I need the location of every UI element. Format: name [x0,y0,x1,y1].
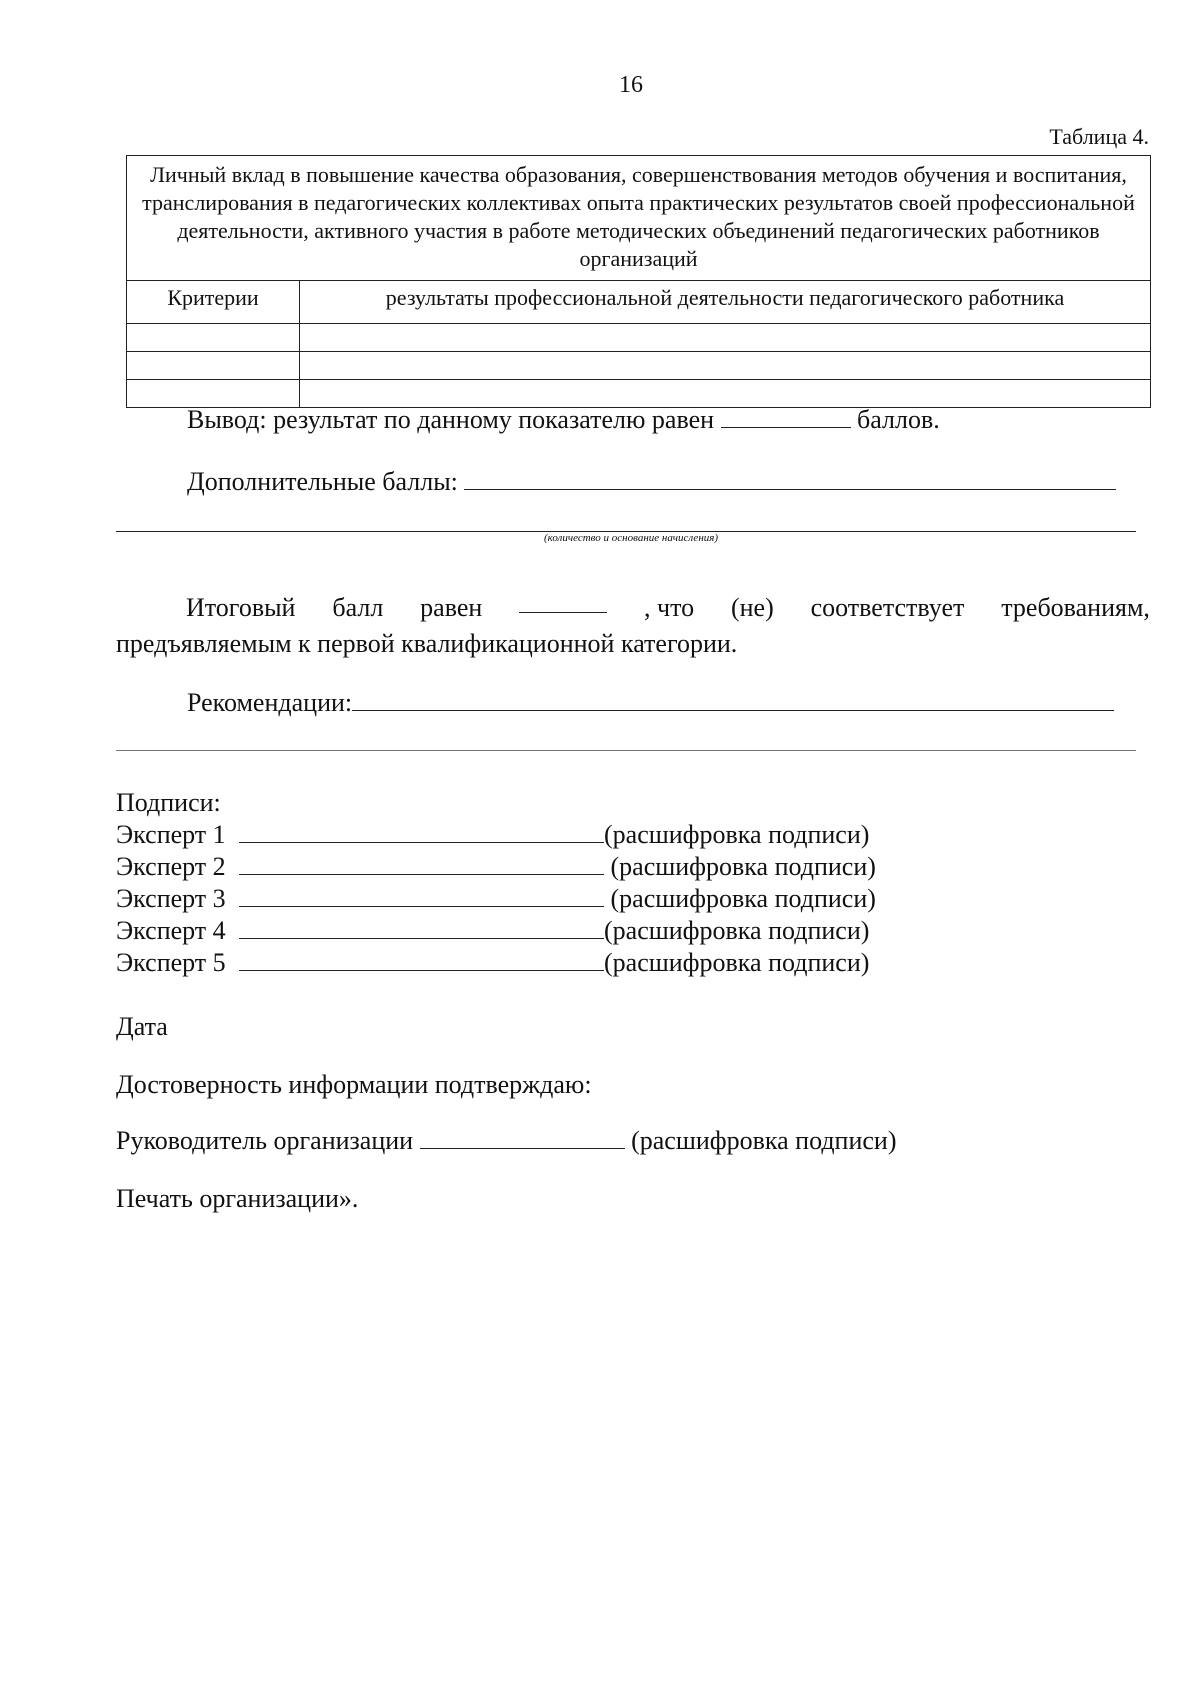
recommendations-rule[interactable] [116,750,1136,751]
recommendations-label: Рекомендации: [187,688,353,717]
expert-signature-row [116,916,869,946]
recommendations-line [187,688,1114,718]
expert-label: Эксперт 3 [116,884,226,913]
final-score-word: (не) [730,593,774,622]
expert-signature-blank[interactable] [239,916,604,939]
final-score-line2: предъявляемым к первой квалификационной категории. [116,629,738,658]
expert-label: Эксперт 2 [116,852,226,881]
assessment-table [126,155,1151,408]
additional-points-blank[interactable] [464,467,1116,490]
table-row [127,324,1151,352]
additional-points-line [187,467,1116,497]
empty-cell[interactable] [300,352,1151,380]
expert-decode: (расшифровка подписи) [604,916,870,945]
additional-points-caption: (количество и основание начисления) [543,532,719,544]
table-row [127,352,1151,380]
final-score-word: соответствует [810,593,965,622]
expert-decode: (расшифровка подписи) [610,852,876,881]
stamp-text: Печать организации». [116,1184,359,1213]
empty-cell[interactable] [300,380,1151,408]
expert-signature-row [116,948,869,978]
final-score-word: балл [332,593,384,622]
expert-signature-row [116,852,876,882]
expert-signature-row [116,820,869,850]
head-signature-line [116,1126,897,1156]
table-header-cell: Личный вклад в повышение качества образования, совершенствования методов обучения и воспитания, транслирования в педагогических коллективах опыта практических результатов своей профессиональной деятельности, активного участия в работе методических объединений педагогических работников организаций [127,156,1151,281]
expert-signature-blank[interactable] [239,820,604,843]
column-results: результаты профессиональной деятельности педагогического работника [300,281,1151,324]
expert-label: Эксперт 1 [116,820,226,849]
date-label: Дата [116,1012,168,1041]
head-signature-blank[interactable] [420,1126,625,1149]
head-label: Руководитель организации [116,1126,414,1155]
expert-decode: (расшифровка подписи) [604,948,870,977]
page-number: 16 [619,72,643,98]
empty-cell[interactable] [300,324,1151,352]
empty-cell[interactable] [127,380,300,408]
final-score-blank[interactable] [519,590,607,613]
expert-signature-blank[interactable] [239,948,604,971]
empty-cell[interactable] [127,352,300,380]
recommendations-blank[interactable] [352,688,1114,711]
column-criteria: Критерии [127,281,300,324]
expert-label: Эксперт 4 [116,916,226,945]
table-caption: Таблица 4. [1049,124,1149,149]
head-decode: (расшифровка подписи) [631,1126,897,1155]
expert-signature-blank[interactable] [239,884,604,907]
expert-decode: (расшифровка подписи) [604,820,870,849]
expert-decode: (расшифровка подписи) [610,884,876,913]
conclusion-blank[interactable] [721,405,851,428]
final-score-word: требованиям, [1001,593,1150,622]
signatures-title: Подписи: [116,788,221,817]
conclusion-suffix: баллов. [857,405,940,434]
confirm-text: Достоверность информации подтверждаю: [116,1070,592,1099]
additional-points-label: Дополнительные баллы: [187,467,458,496]
table-row [127,380,1151,408]
empty-cell[interactable] [127,324,300,352]
expert-signature-row [116,884,876,914]
final-score-word: равен [420,593,483,622]
conclusion-line [187,405,940,435]
final-score-word: Итоговый [186,593,296,622]
expert-signature-blank[interactable] [239,852,604,875]
conclusion-prefix: Вывод: результат по данному показателю равен [187,405,715,434]
expert-label: Эксперт 5 [116,948,226,977]
final-score-paragraph [116,590,1150,662]
final-score-word: , что [644,593,695,622]
